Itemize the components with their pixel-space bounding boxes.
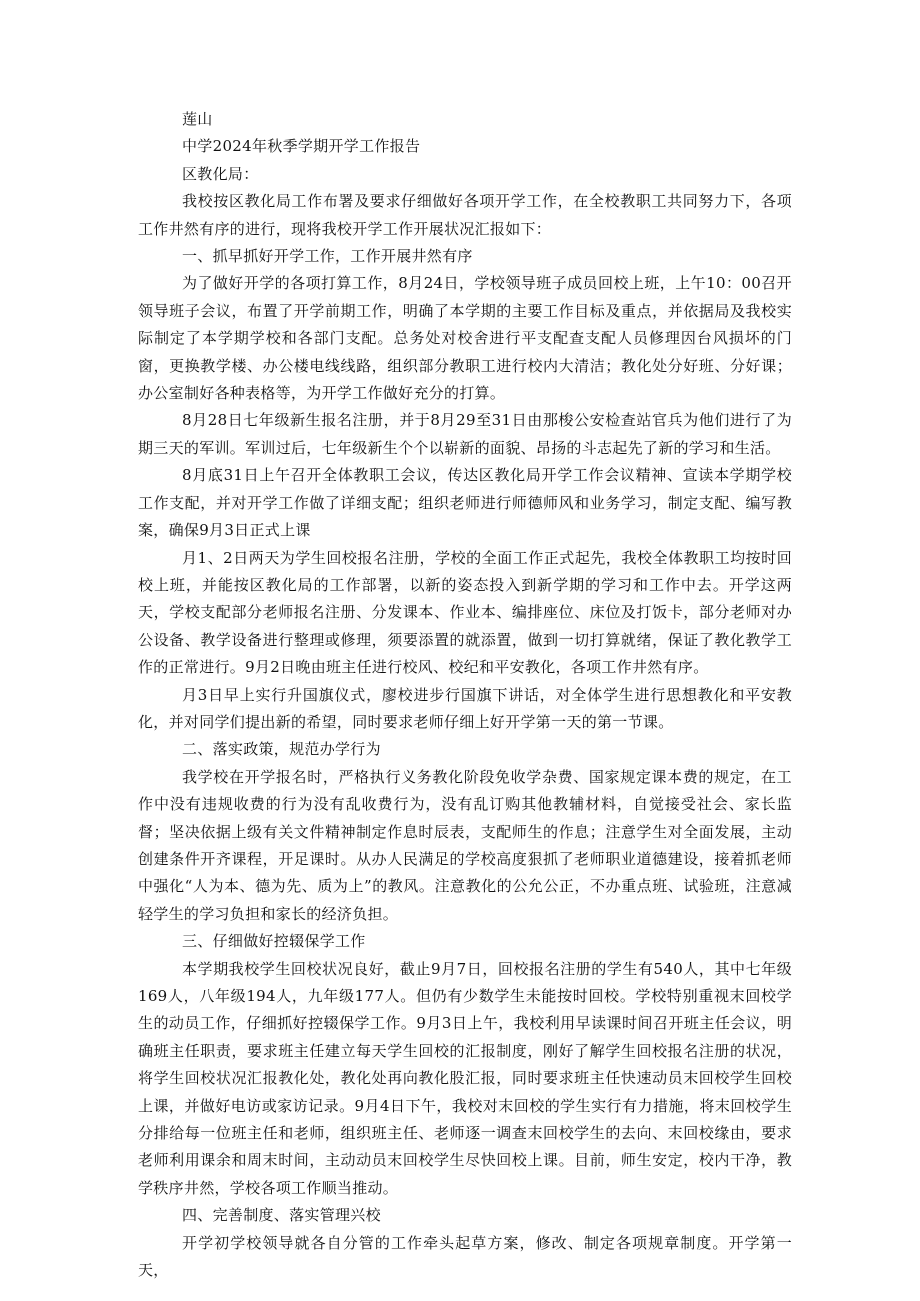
section-1-paragraph-1: 为了做好开学的各项打算工作，8月24日，学校领导班子成员回校上班，上午10：00召开领导班子会议，布置了开学前期工作，明确了本学期的主要工作目标及重点，并依据局及我校实际制定了本学期学校和各部门支配。总务处对校舍进行平支配查支配人员修理因台风损坏的门窗，更换教学楼、办公楼电线线路，组织部分教职工进行校内大清洁；教化处分好班、分好课；办公室制好各种表格等，为开学工作做好充分的打算。 (138, 274, 792, 403)
title-line-2: 中学2024年秋季学期开学工作报告 (182, 137, 421, 156)
report-body (138, 106, 792, 1284)
section-1-paragraph-3: 8月底31日上午召开全体教职工会议，传达区教化局开学工作会议精神、宣读本学期学校工作支配，并对开学工作做了详细支配；组织老师进行师德师风和业务学习，制定支配、编写教案，确保9月3日正式上课 (138, 466, 792, 540)
section-1-paragraph-5: 月3日早上实行升国旗仪式，廖校进步行国旗下讲话，对全体学生进行思想教化和平安教化，并对同学们提出新的希望，同时要求老师仔细上好开学第一天的第一节课。 (138, 685, 792, 731)
section-1-paragraph-2: 8月28日七年级新生报名注册，并于8月29至31日由那梭公安检查站官兵为他们进行了为期三天的军训。军训过后，七年级新生个个以崭新的面貌、昂扬的斗志起先了新的学习和生活。 (138, 411, 792, 457)
section-4-heading: 四、完善制度、落实管理兴校 (182, 1206, 381, 1225)
intro-paragraph: 我校按区教化局工作布署及要求仔细做好各项开学工作，在全校教职工共同努力下，各项工作井然有序的进行，现将我校开学工作开展状况汇报如下： (138, 192, 792, 238)
title-line-1: 莲山 (182, 110, 213, 128)
section-1-heading: 一、抓早抓好开学工作，工作开展井然有序 (182, 247, 473, 266)
section-3-paragraph-1: 本学期我校学生回校状况良好，截止9月7日，回校报名注册的学生有540人，其中七年级169人，八年级194人，九年级177人。但仍有少数学生未能按时回校。学校特别重视末回校学生的动员工作，仔细抓好控辍保学工作。9月3日上午，我校利用早读课时间召开班主任会议，明确班主任职责，要求班主任建立每天学生回校的汇报制度，刚好了解学生回校报名注册的状况，将学生回校状况汇报教化处，教化处再向教化股汇报，同时要求班主任快速动员末回校学生回校上课，并做好电访或家访记录。9月4日下午，我校对末回校的学生实行有力措施，将末回校学生分排给每一位班主任和老师，组织班主任、老师逐一调查末回校学生的去向、末回校缘由，要求老师利用课余和周末时间，主动动员末回校学生尽快回校上课。目前，师生安定，校内干净，教学秩序井然，学校各项工作顺当推动。 (138, 959, 792, 1197)
section-3-heading: 三、仔细做好控辍保学工作 (182, 932, 366, 951)
section-4-paragraph-1: 开学初学校领导就各自分管的工作牵头起草方案，修改、制定各项规章制度。开学第一天， (138, 1233, 792, 1280)
section-2-heading: 二、落实政策，规范办学行为 (182, 740, 381, 759)
section-1-paragraph-4: 月1、2日两天为学生回校报名注册，学校的全面工作正式起先，我校全体教职工均按时回校上班，并能按区教化局的工作部署，以新的姿态投入到新学期的学习和工作中去。开学这两天，学校支配部分老师报名注册、分发课本、作业本、编排座位、床位及打饭卡，部分老师对办公设备、教学设备进行整理或修理，须要添置的就添置，做到一切打算就绪，保证了教化教学工作的正常进行。9月2日晚由班主任进行校风、校纪和平安教化，各项工作井然有序。 (138, 548, 792, 677)
addressee: 区教化局： (182, 164, 259, 183)
section-2-paragraph-1: 我学校在开学报名时，严格执行义务教化阶段免收学杂费、国家规定课本费的规定，在工作中没有违规收费的行为没有乱收费行为，没有乱订购其他教辅材料，自觉接受社会、家长监督；坚决依据上级有关文件精神制定作息时辰表，支配师生的作息；注意学生对全面发展，主动创建条件开齐课程，开足课时。从办人民满足的学校高度狠抓了老师职业道德建设，接着抓老师中强化“人为本、德为先、质为上”的教风。注意教化的公允公正，不办重点班、试验班，注意减轻学生的学习负担和家长的经济负担。 (138, 767, 792, 923)
